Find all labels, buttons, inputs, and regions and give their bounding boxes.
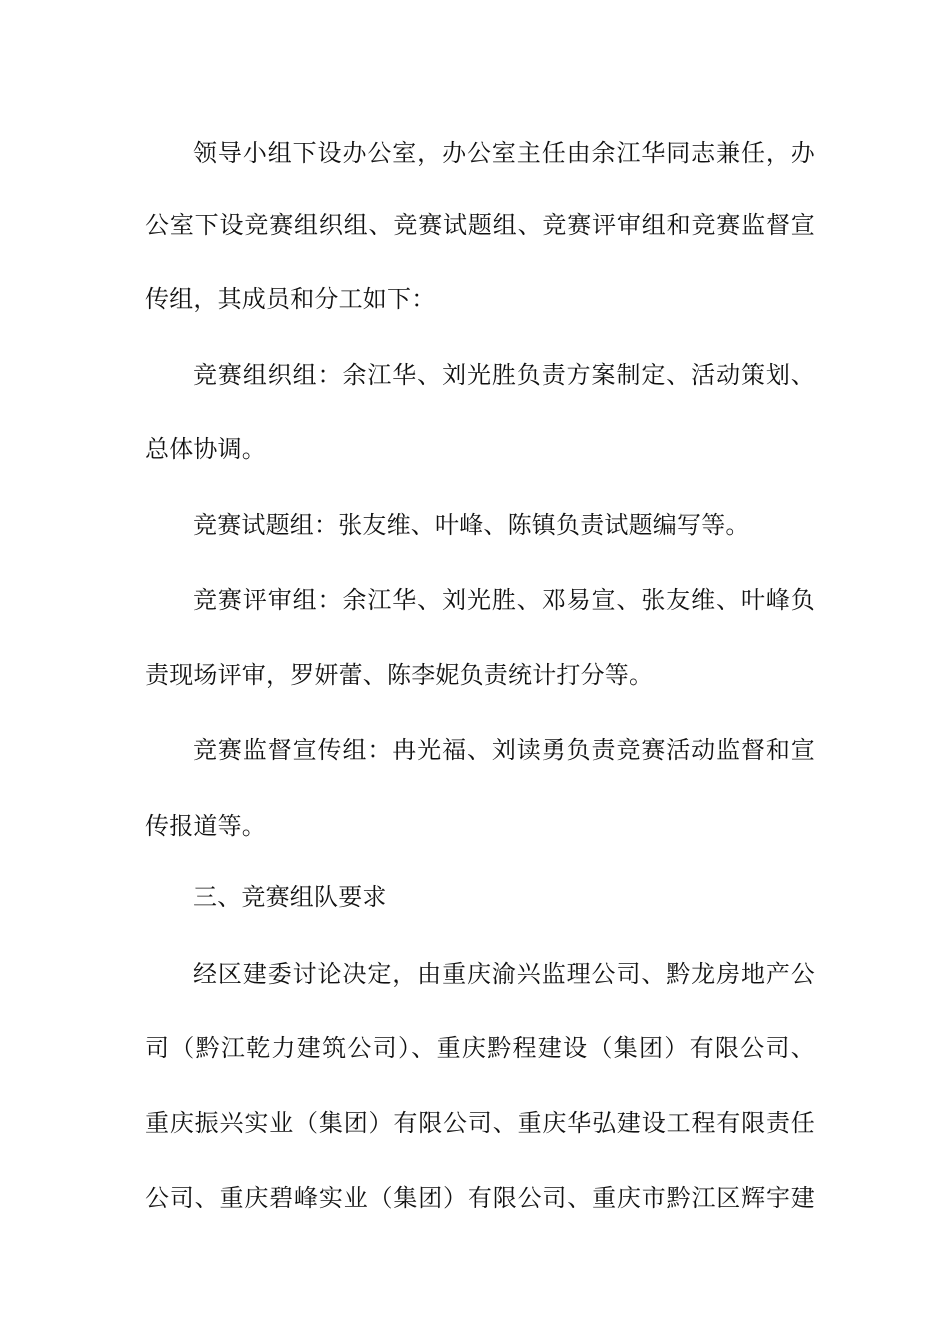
paragraph-line: 公司、重庆碧峰实业（集团）有限公司、重庆市黔江区辉宇建: [145, 1184, 815, 1212]
paragraph-line: 司（黔江乾力建筑公司）、重庆黔程建设（集团）有限公司、: [145, 1034, 815, 1062]
paragraph-line: 经区建委讨论决定，由重庆渝兴监理公司、黔龙房地产公: [193, 960, 815, 988]
paragraph-line: 领导小组下设办公室，办公室主任由余江华同志兼任，办: [193, 139, 815, 167]
paragraph-line: 竞赛试题组：张友维、叶峰、陈镇负责试题编写等。: [193, 511, 750, 539]
paragraph-line: 责现场评审，罗妍蕾、陈李妮负责统计打分等。: [145, 661, 654, 689]
paragraph-line: 重庆振兴实业（集团）有限公司、重庆华弘建设工程有限责任: [145, 1109, 815, 1137]
paragraph-line: 总体协调。: [145, 435, 266, 463]
section-heading: 三、竞赛组队要求: [193, 883, 387, 911]
paragraph-line: 竞赛监督宣传组：冉光福、刘读勇负责竞赛活动监督和宣: [193, 736, 815, 764]
paragraph-line: 竞赛组织组：余江华、刘光胜负责方案制定、活动策划、: [193, 361, 815, 389]
paragraph-line: 传报道等。: [145, 812, 266, 840]
paragraph-line: 传组，其成员和分工如下：: [145, 285, 436, 313]
paragraph-line: 竞赛评审组：余江华、刘光胜、邓易宣、张友维、叶峰负: [193, 586, 815, 614]
paragraph-line: 公室下设竞赛组织组、竞赛试题组、竞赛评审组和竞赛监督宣: [145, 211, 815, 239]
